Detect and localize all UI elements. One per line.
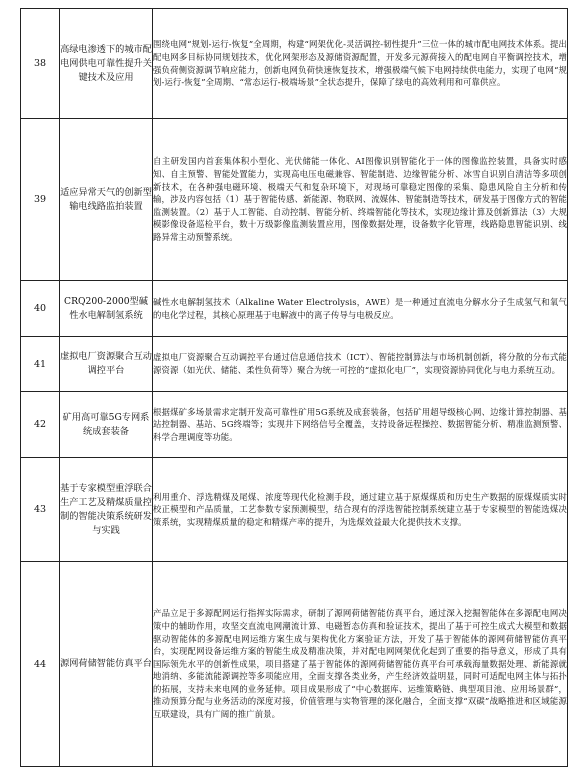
table-row bbox=[21, 9, 568, 119]
project-description: 根据煤矿多场景需求定制开发高可靠性矿用5G系统及成套装备，包括矿用超导级核心网、边缘计算控制器、基站控制器、基站、5G终端等；实现井下网络信号全覆盖，支持设备远程操控、数据智能分析、精准监测预警、科学合理调度等功能。 bbox=[153, 392, 568, 458]
table-row bbox=[21, 562, 568, 767]
project-description: 虚拟电厂资源聚合互动调控平台通过信息通信技术（ICT）、智能控制算法与市场机制创新，将分散的分布式能源资源（如光伏、储能、柔性负荷等）聚合为统一可控的“虚拟化电厂”，实现资源协同优化与电力系统互动。 bbox=[153, 337, 568, 392]
row-number: 41 bbox=[21, 337, 60, 392]
table-row bbox=[21, 392, 568, 458]
project-name: 高绿电渗透下的城市配电网供电可靠性提升关键技术及应用 bbox=[60, 9, 153, 119]
project-description: 产品立足于多源配网运行指挥实际需求，研制了源网荷储智能仿真平台，通过深入挖掘智能体在多源配电网决策中的辅助作用，攻坚交直流电网潮流计算、电磁暂态仿真和验证技术，提出了基于可控生成式大模型和数据驱动智能体的多源配电网运维方案生成与架构优化方案验证方法，开发了基于智能体的源网荷储智能仿真平台，实现配网设备运维方案的智能生成及精准决策，并对配电网网架优化起到了重要的指导意义，形成了具有国际领先水平的创新性成果，项目搭建了基于智能体的源网荷储智能仿真平台可承载海量数据处理、新能源就地消纳、多能流能源调控等多项能应用，全面支撑各类业务，产生经济效益明显，同时可适配电网主体与拓扑的拓展，支持未来电网的业务延伸。项目成果形成了“中心数据库、运维策略链、典型项目池、应用场景群”，推动预算分配与业务活动的深度对接，价值管理与实物管理的深化融合，全面支撑“双碳”战略推进和区域能源互联建设，具有广阔的推广前景。 bbox=[153, 562, 568, 767]
project-name: 基于专家模型重浮联合生产工艺及精煤质量控制的智能决策系统研发与实践 bbox=[60, 458, 153, 562]
project-description: 利用重介、浮选精煤及尾煤、浓度等现代化检测手段，通过建立基于原煤煤质和历史生产数据的原煤煤质实时校正模型和产品质量，工艺参数专家预测模型，结合现有的浮选智能控制系统建立基于专家模型的智能选煤决策系统，实现精煤质量的稳定和精煤产率的提升，为选煤效益最大化提供技术支撑。 bbox=[153, 458, 568, 562]
project-description: 碱性水电解制氢技术（Alkaline Water Electrolysis，AWE）是一种通过直流电分解水分子生成氢气和氧气的电化学过程，其核心原理基于电解液中的离子传导与电极反应。 bbox=[153, 281, 568, 337]
row-number: 44 bbox=[21, 562, 60, 767]
table-row bbox=[21, 281, 568, 337]
project-name: 适应异常天气的创新型输电线路监拍装置 bbox=[60, 119, 153, 281]
technology-catalog-table-page bbox=[20, 8, 568, 767]
project-name: 虚拟电厂资源聚合互动调控平台 bbox=[60, 337, 153, 392]
row-number: 40 bbox=[21, 281, 60, 337]
project-name: 源网荷储智能仿真平台 bbox=[60, 562, 153, 767]
table-row bbox=[21, 458, 568, 562]
row-number: 38 bbox=[21, 9, 60, 119]
table-row bbox=[21, 119, 568, 281]
project-description: 围绕电网“规划-运行-恢复”全周期，构建“网架优化-灵活调控-韧性提升”三位一体的城市配电网技术体系。提出配电网多目标协同规划技术，优化网架形态及源储资源配置，开发多元源荷接入的配电网自平衡调控技术，增强负荷侧资源调节响应能力，创新电网负荷快速恢复技术，增强极端气候下电网持续供电能力，实现了电网“规划-运行-恢复”全周期、“常态运行-极端场景”全状态提升，保障了绿电的高效利用和可靠供应。 bbox=[153, 9, 568, 119]
technology-table bbox=[20, 8, 568, 767]
row-number: 39 bbox=[21, 119, 60, 281]
project-name: 矿用高可靠5G专网系统成套装备 bbox=[60, 392, 153, 458]
row-number: 42 bbox=[21, 392, 60, 458]
row-number: 43 bbox=[21, 458, 60, 562]
project-description: 自主研发国内首套集体积小型化、光伏储能一体化、AI图像识别智能化于一体的图像监控装置，具备实时感知、自主预警、智能处置能力，实现高电压电磁兼容、智能制造、边缘智能分析、冰雪自识别自清洁等多项创新技术，在各种强电磁环境、极端天气和复杂环境下，对现场可靠稳定图像的采集、隐患风险自主分析和传输，涉及内容包括（1）基于智能传感、新能源、物联网、流媒体、智能制造等技术，研发基于图像方式的智能监测装置。（2）基于人工智能、自动控制、智能分析、终端智能化等技术，实现边缘计算及创新算法（3）大规模影像设备巡检平台，数十万级影像监测装置应用，图像数据处理，设备数字化管理，线路隐患智能识别、线路异常主动预警系统。 bbox=[153, 119, 568, 281]
project-name: CRQ200-2000型碱性水电解制氢系统 bbox=[60, 281, 153, 337]
table-row bbox=[21, 337, 568, 392]
